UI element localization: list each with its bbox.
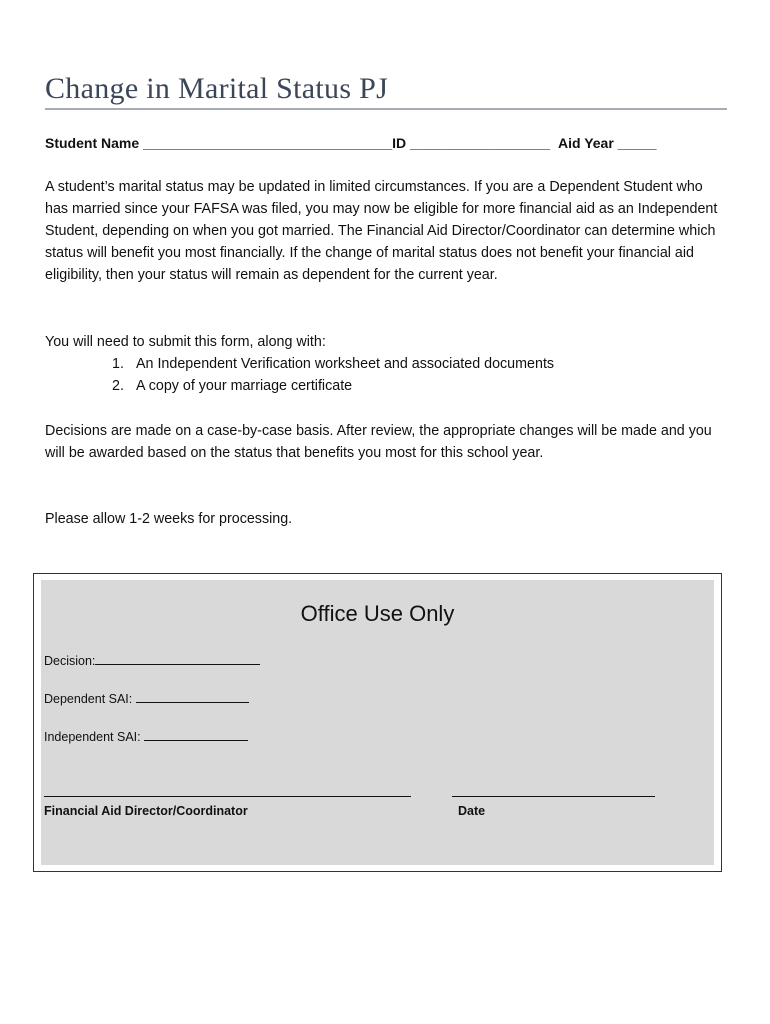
submit-instructions: You will need to submit this form, along with: <box>45 334 326 350</box>
independent-sai-field[interactable] <box>44 728 248 745</box>
list-item-text: A copy of your marriage certificate <box>136 378 353 394</box>
office-use-box <box>33 573 722 872</box>
list-item <box>112 353 554 375</box>
student-id-field[interactable]: ID __________________ <box>392 135 551 151</box>
independent-sai-line[interactable] <box>144 728 248 741</box>
decision-field[interactable] <box>44 652 260 669</box>
title-divider <box>45 108 727 110</box>
dependent-sai-label: Dependent SAI: <box>44 692 136 706</box>
decision-label: Decision: <box>44 654 96 668</box>
decision-line[interactable] <box>95 652 260 665</box>
aid-year-field[interactable]: Aid Year _____ <box>558 135 657 151</box>
date-label: Date <box>458 804 486 818</box>
student-info-line <box>45 133 727 153</box>
office-use-title: Office Use Only <box>300 601 455 626</box>
page-title: Change in Marital Status PJ <box>45 72 389 105</box>
student-name-field[interactable]: Student Name ________________________________ <box>45 135 393 151</box>
dependent-sai-line[interactable] <box>136 690 249 703</box>
signature-line[interactable] <box>44 796 411 797</box>
office-use-panel <box>41 580 714 865</box>
signature-label: Financial Aid Director/Coordinator <box>44 804 248 818</box>
independent-sai-label: Independent SAI: <box>44 730 145 744</box>
requirements-list <box>112 353 554 397</box>
decision-paragraph: Decisions are made on a case-by-case basis. After review, the appropriate changes will be made and you will be awarded based on the status that benefits you most for this school year. <box>45 423 712 461</box>
list-item-number: 2. <box>112 378 124 394</box>
intro-paragraph: A student’s marital status may be updated in limited circumstances. If you are a Dependent Student who has married since your FAFSA was filed, you may now be eligible for more financial aid as an Independent Student, depending on when you got married. The Financial Aid Director/Coordinator can determine which status will benefit you most financially. If the change of marital status does not benefit your financial aid eligibility, then your status will remain as dependent for the current year. <box>45 179 718 283</box>
processing-note: Please allow 1-2 weeks for processing. <box>45 511 293 527</box>
date-line[interactable] <box>452 796 655 797</box>
dependent-sai-field[interactable] <box>44 690 249 707</box>
list-item <box>112 375 554 397</box>
list-item-number: 1. <box>112 356 124 372</box>
list-item-text: An Independent Verification worksheet and associated documents <box>136 356 555 372</box>
